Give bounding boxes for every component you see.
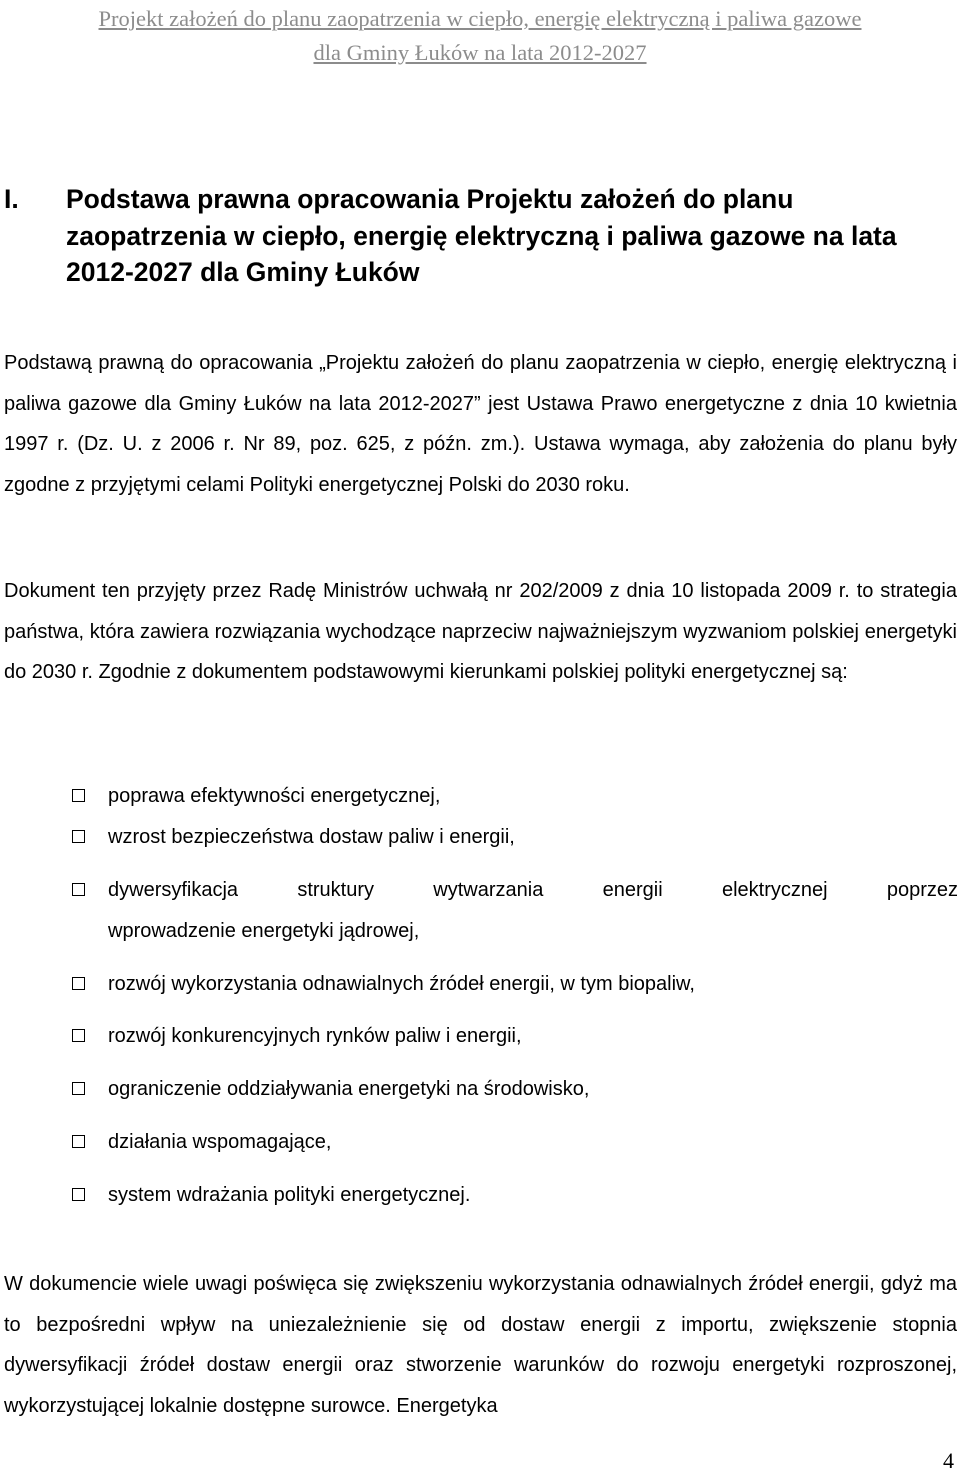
checkbox-square-icon: [72, 789, 85, 802]
page-number: 4: [943, 1448, 954, 1473]
paragraph-policy-document: Dokument ten przyjęty przez Radę Ministrów uchwałą nr 202/2009 z dnia 10 listopada 2009 r. to strategia państwa, która zawiera rozwiązania wychodzące naprzeciw najważniejszym wyzwaniom polskiej energetyki do 2030 r. Zgodnie z dokumentem podstawowymi kierunkami polskiej polityki energetycznej są:: [4, 580, 957, 683]
section-heading: [4, 181, 954, 291]
checkbox-square-icon: [72, 977, 85, 990]
checkbox-square-icon: [72, 883, 85, 896]
paragraph-renewables: W dokumencie wiele uwagi poświęca się zwiększeniu wykorzystania odnawialnych źródeł energii, gdyż ma to bezpośredni wpływ na uniezależnienie się od dostaw energii z importu, zwiększenie stopnia dywersyfikacji źródeł dostaw energii oraz stworzenie warunków do rozwoju energetyki rozproszonej, wykorzystującej lokalnie dostępne surowce. Energetyka: [4, 1273, 957, 1417]
list-item-line: wprowadzenie energetyki jądrowej,: [108, 919, 420, 942]
list-item: [72, 776, 958, 817]
checkbox-square-icon: [72, 1188, 85, 1201]
list-item-text: rozwój wykorzystania odnawialnych źródeł energii, w tym biopaliw,: [108, 973, 695, 995]
running-header: [0, 2, 960, 70]
checkbox-square-icon: [72, 830, 85, 843]
list-item: [72, 1122, 958, 1163]
checkbox-square-icon: [72, 1082, 85, 1095]
list-item: [72, 964, 958, 1005]
running-header-line1: Projekt założeń do planu zaopatrzenia w ciepło, energię elektryczną i paliwa gazowe: [98, 6, 862, 31]
paragraph-legal-basis: Podstawą prawną do opracowania „Projektu założeń do planu zaopatrzenia w ciepło, energię elektryczną i paliwa gazowe dla Gminy Łuków na lata 2012-2027” jest Ustawa Prawo energetyczne z dnia 10 kwietnia 1997 r. (Dz. U. z 2006 r. Nr 89, poz. 625, z późn. zm.). Ustawa wymaga, aby założenia do planu były zgodne z przyjętymi celami Polityki energetycznej Polski do 2030 roku.: [4, 352, 957, 496]
running-header-line2: dla Gminy Łuków na lata 2012-2027: [313, 40, 647, 65]
checkbox-square-icon: [72, 1135, 85, 1148]
section-number: I.: [4, 184, 19, 214]
list-item: [72, 1016, 958, 1057]
list-item-text: wzrost bezpieczeństwa dostaw paliw i energii,: [108, 826, 515, 848]
list-item-text: system wdrażania polityki energetycznej.: [108, 1184, 471, 1206]
list-item-text: [108, 870, 958, 951]
list-item: [72, 870, 958, 951]
list-item-text: rozwój konkurencyjnych rynków paliw i energii,: [108, 1025, 522, 1047]
list-item-text: poprawa efektywności energetycznej,: [108, 785, 441, 807]
checkbox-square-icon: [72, 1029, 85, 1042]
list-item: [72, 1069, 958, 1110]
section-title: Podstawa prawna opracowania Projektu założeń do planu zaopatrzenia w ciepło, energię elektryczną i paliwa gazowe na lata 2012-2027 dla Gminy Łuków: [66, 184, 897, 287]
list-item-line: dywersyfikacja struktury wytwarzania energii elektrycznej poprzez: [108, 879, 958, 901]
list-item-text: działania wspomagające,: [108, 1131, 332, 1153]
list-item-text: ograniczenie oddziaływania energetyki na środowisko,: [108, 1078, 590, 1100]
list-item: [72, 817, 958, 858]
list-item: [72, 1175, 958, 1216]
